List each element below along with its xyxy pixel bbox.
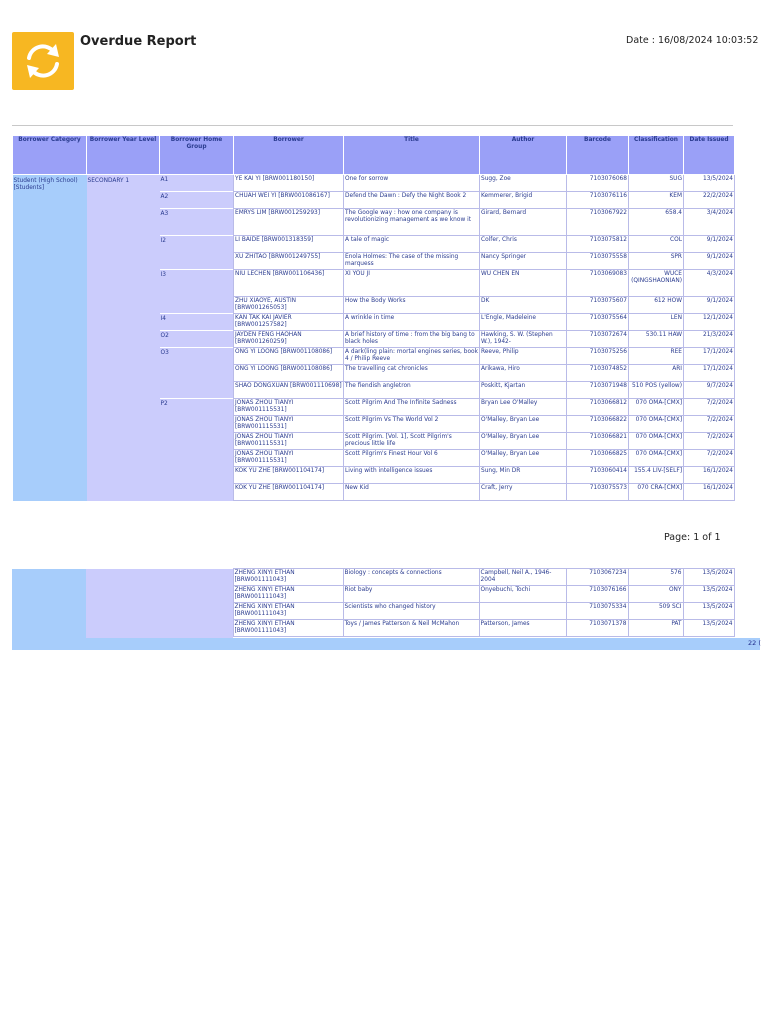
table-filler-row	[13, 501, 735, 502]
barcode-cell: 7103075558	[567, 253, 629, 270]
barcode-cell: 7103075256	[567, 348, 629, 365]
date-issued-cell: 7/2/2024	[684, 450, 735, 467]
borrower-cell: ZHU XIAOYE, AUSTIN [BRW001265053]	[234, 297, 344, 314]
barcode-cell: 7103075334	[566, 603, 628, 620]
borrower-cell: KAN TAK KAI JAVIER [BRW001257582]	[234, 314, 344, 331]
borrower-cell: XU ZHITAO [BRW001249755]	[234, 253, 344, 270]
classification-cell: 612 HOW	[629, 297, 684, 314]
author-cell: Reeve, Philip	[480, 348, 567, 365]
barcode-cell: 7103069083	[567, 270, 629, 297]
date-issued-cell: 16/1/2024	[684, 467, 735, 484]
author-cell: L'Engle, Madeleine	[480, 314, 567, 331]
title-cell: Scott Pilgrim And The Infinite Sadness	[344, 399, 480, 416]
borrower-cell: YE KAI YI [BRW001180150]	[234, 175, 344, 192]
page-indicator: Page: 1 of 1	[664, 532, 721, 543]
barcode-cell: 7103066825	[567, 450, 629, 467]
refresh-arrows-icon	[12, 32, 74, 90]
barcode-cell: 7103060414	[567, 467, 629, 484]
column-header[interactable]: Date Issued	[684, 136, 735, 175]
title-cell: The travelling cat chronicles	[344, 365, 480, 382]
title-cell: How the Body Works	[344, 297, 480, 314]
classification-cell: KEM	[629, 192, 684, 209]
home-group-cell: O3	[160, 348, 234, 399]
title-cell: Scientists who changed history	[343, 603, 479, 620]
date-issued-cell: 13/5/2024	[684, 175, 735, 192]
borrower-category-cell	[13, 175, 87, 501]
classification-cell: 530.11 HAW	[629, 331, 684, 348]
borrower-cell: CHUAH WEI YI [BRW001086167]	[234, 192, 344, 209]
author-cell: Girard, Bernard	[480, 209, 567, 236]
classification-cell: 070 CRA-[CMX]	[629, 484, 684, 501]
title-cell: Riot baby	[343, 586, 479, 603]
date-issued-cell: 16/1/2024	[684, 484, 735, 501]
author-cell: Sung, Min DR	[480, 467, 567, 484]
borrower-cell: EMRYS LIM [BRW001259293]	[234, 209, 344, 236]
author-cell: WU CHEN EN	[480, 270, 567, 297]
author-cell: Bryan Lee O'Malley	[480, 399, 567, 416]
date-issued-cell: 9/1/2024	[684, 297, 735, 314]
column-header[interactable]: Barcode	[567, 136, 629, 175]
borrower-cell: JONAS ZHOU TIANYI [BRW001115531]	[234, 416, 344, 433]
author-cell: Patterson, James	[479, 620, 566, 637]
report-date: Date : 16/08/2024 10:03:52	[626, 35, 759, 46]
borrower-cell: ZHENG XINYI ETHAN [BRW001111043]	[233, 603, 343, 620]
barcode-cell: 7103076116	[567, 192, 629, 209]
date-issued-cell: 13/5/2024	[683, 569, 734, 586]
date-issued-cell: 12/1/2024	[684, 314, 735, 331]
column-header[interactable]: Borrower	[234, 136, 344, 175]
year-level-cell	[86, 569, 159, 640]
borrower-category-cell	[12, 569, 86, 640]
author-cell: O'Malley, Bryan Lee	[480, 450, 567, 467]
borrower-cell: ONG YI LOONG [BRW001108086]	[234, 365, 344, 382]
author-cell: Poskitt, Kjartan	[480, 382, 567, 399]
app-logo	[12, 32, 74, 90]
classification-cell: 070 OMA-[CMX]	[629, 450, 684, 467]
classification-cell: SPR	[629, 253, 684, 270]
classification-cell: 509 SCI	[628, 603, 683, 620]
column-header[interactable]: Borrower Category	[13, 136, 87, 175]
borrower-category-text: Student (High School) [Students]	[13, 176, 78, 192]
overdue-table-continued	[12, 568, 735, 640]
column-header[interactable]: Author	[480, 136, 567, 175]
classification-cell: 155.4 LIV-[SELF]	[629, 467, 684, 484]
title-cell: Scott Pilgrim's Finest Hour Vol 6	[344, 450, 480, 467]
barcode-cell: 7103075564	[567, 314, 629, 331]
author-cell: Arikawa, Hiro	[480, 365, 567, 382]
borrower-cell: ONG YI LOONG [BRW001108086]	[234, 348, 344, 365]
date-issued-cell: 3/4/2024	[684, 209, 735, 236]
barcode-cell: 7103076068	[567, 175, 629, 192]
classification-cell: 576	[628, 569, 683, 586]
home-group-cell: A1	[160, 175, 234, 192]
author-cell: O'Malley, Bryan Lee	[480, 416, 567, 433]
classification-cell: 070 OMA-[CMX]	[629, 416, 684, 433]
author-cell: Hawking, S. W. (Stephen W.), 1942-	[480, 331, 567, 348]
author-cell: Nancy Springer	[480, 253, 567, 270]
title-cell: XI YOU JI	[344, 270, 480, 297]
date-issued-cell: 9/7/2024	[684, 382, 735, 399]
classification-cell: 510 POS (yellow)	[629, 382, 684, 399]
borrower-cell: NIU LECHEN [BRW001106436]	[234, 270, 344, 297]
home-group-cell	[159, 569, 233, 640]
borrower-cell: KOK YU ZHE [BRW001104174]	[234, 467, 344, 484]
overdue-table	[12, 135, 735, 502]
classification-cell: REE	[629, 348, 684, 365]
classification-cell: SUG	[629, 175, 684, 192]
title-cell: Toys / James Patterson & Neil McMahon	[343, 620, 479, 637]
home-group-cell: A2	[160, 192, 234, 209]
home-group-cell: I2	[160, 236, 234, 270]
date-issued-cell: 22/2/2024	[684, 192, 735, 209]
author-cell: Colfer, Chris	[480, 236, 567, 253]
author-cell: DK	[480, 297, 567, 314]
table-body	[13, 136, 735, 502]
date-issued-cell: 13/5/2024	[683, 603, 734, 620]
date-issued-cell: 21/3/2024	[684, 331, 735, 348]
title-cell: Scott Pilgrim. [Vol. 1], Scott Pilgrim's precious little life	[344, 433, 480, 450]
barcode-cell: 7103066812	[567, 399, 629, 416]
date-issued-cell: 9/1/2024	[684, 236, 735, 253]
title-cell: The fiendish angletron	[344, 382, 480, 399]
barcode-cell: 7103067922	[567, 209, 629, 236]
column-header[interactable]: Classification	[629, 136, 684, 175]
barcode-cell: 7103067234	[566, 569, 628, 586]
barcode-cell: 7103072674	[567, 331, 629, 348]
classification-cell: ARI	[629, 365, 684, 382]
title-cell: Scott Pilgrim Vs The World Vol 2	[344, 416, 480, 433]
classification-cell: WUCE (QINGSHAONIAN)	[629, 270, 684, 297]
barcode-cell: 7103075607	[567, 297, 629, 314]
classification-cell: 658.4	[629, 209, 684, 236]
borrower-cell: JONAS ZHOU TIANYI [BRW001115531]	[234, 450, 344, 467]
home-group-cell: I4	[160, 314, 234, 331]
table-body-continued	[12, 569, 734, 640]
classification-cell: ONY	[628, 586, 683, 603]
title-cell: A dark(ling plain: mortal engines series, book 4 / Philip Reeve	[344, 348, 480, 365]
date-issued-cell: 17/1/2024	[684, 365, 735, 382]
table-row[interactable]	[12, 569, 734, 586]
author-cell: Kemmerer, Brigid	[480, 192, 567, 209]
date-issued-cell: 7/2/2024	[684, 399, 735, 416]
borrower-cell: KOK YU ZHE [BRW001104174]	[234, 484, 344, 501]
borrower-cell: JAYDEN FENG HAOHAN [BRW001260259]	[234, 331, 344, 348]
title-cell: Defend the Dawn : Defy the Night Book 2	[344, 192, 480, 209]
title-cell: Living with intelligence issues	[344, 467, 480, 484]
barcode-cell: 7103066822	[567, 416, 629, 433]
table-row[interactable]	[13, 175, 735, 192]
home-group-cell: A3	[160, 209, 234, 236]
barcode-cell: 7103071948	[567, 382, 629, 399]
column-header[interactable]: Title	[344, 136, 480, 175]
borrower-cell: SHAO DONGXUAN [BRW001110698]	[234, 382, 344, 399]
title-cell: Biology : concepts & connections	[343, 569, 479, 586]
author-cell	[479, 603, 566, 620]
year-level-text: SECONDARY 1	[87, 176, 130, 184]
column-header[interactable]: Borrower Home Group	[160, 136, 234, 175]
borrower-cell: ZHENG XINYI ETHAN [BRW001111043]	[233, 620, 343, 637]
title-cell: One for sorrow	[344, 175, 480, 192]
barcode-cell: 7103075812	[567, 236, 629, 253]
classification-cell: LEN	[629, 314, 684, 331]
author-cell: Sugg, Zoe	[480, 175, 567, 192]
header-row	[13, 136, 735, 175]
home-group-cell: I3	[160, 270, 234, 314]
date-issued-cell: 9/1/2024	[684, 253, 735, 270]
date-issued-cell: 13/5/2024	[683, 620, 734, 637]
borrower-cell: LI BAIDE [BRW001318359]	[234, 236, 344, 253]
date-issued-cell: 7/2/2024	[684, 416, 735, 433]
barcode-cell: 7103074852	[567, 365, 629, 382]
report-title: Overdue Report	[80, 34, 197, 49]
classification-cell: 070 OMA-[CMX]	[629, 399, 684, 416]
barcode-cell: 7103071378	[566, 620, 628, 637]
title-cell: Enola Holmes: The case of the missing marquess	[344, 253, 480, 270]
barcode-cell: 7103075573	[567, 484, 629, 501]
date-issued-cell: 13/5/2024	[683, 586, 734, 603]
home-group-cell: P2	[160, 399, 234, 501]
column-header[interactable]: Borrower Year Level	[87, 136, 160, 175]
home-group-cell: O2	[160, 331, 234, 348]
classification-cell: 070 OMA-[CMX]	[629, 433, 684, 450]
title-cell: A tale of magic	[344, 236, 480, 253]
title-cell: New Kid	[344, 484, 480, 501]
author-cell: Onyebuchi, Tochi	[479, 586, 566, 603]
date-issued-cell: 17/1/2024	[684, 348, 735, 365]
divider	[12, 125, 733, 126]
title-cell: A wrinkle in time	[344, 314, 480, 331]
date-issued-cell: 4/3/2024	[684, 270, 735, 297]
total-count: 22 (	[748, 639, 761, 647]
borrower-cell: JONAS ZHOU TIANYI [BRW001115531]	[234, 433, 344, 450]
classification-cell: PAT	[628, 620, 683, 637]
author-cell: Craft, Jerry	[480, 484, 567, 501]
author-cell: O'Malley, Bryan Lee	[480, 433, 567, 450]
title-cell: A brief history of time : from the big bang to black holes	[344, 331, 480, 348]
year-level-cell	[87, 175, 160, 501]
author-cell: Campbell, Neil A., 1946-2004	[479, 569, 566, 586]
barcode-cell: 7103066821	[567, 433, 629, 450]
borrower-cell: JONAS ZHOU TIANYI [BRW001115531]	[234, 399, 344, 416]
borrower-cell: ZHENG XINYI ETHAN [BRW001111043]	[233, 569, 343, 586]
barcode-cell: 7103076166	[566, 586, 628, 603]
classification-cell: COL	[629, 236, 684, 253]
date-issued-cell: 7/2/2024	[684, 433, 735, 450]
borrower-cell: ZHENG XINYI ETHAN [BRW001111043]	[233, 586, 343, 603]
title-cell: The Google way : how one company is revolutionizing management as we know it	[344, 209, 480, 236]
total-row	[12, 638, 760, 650]
